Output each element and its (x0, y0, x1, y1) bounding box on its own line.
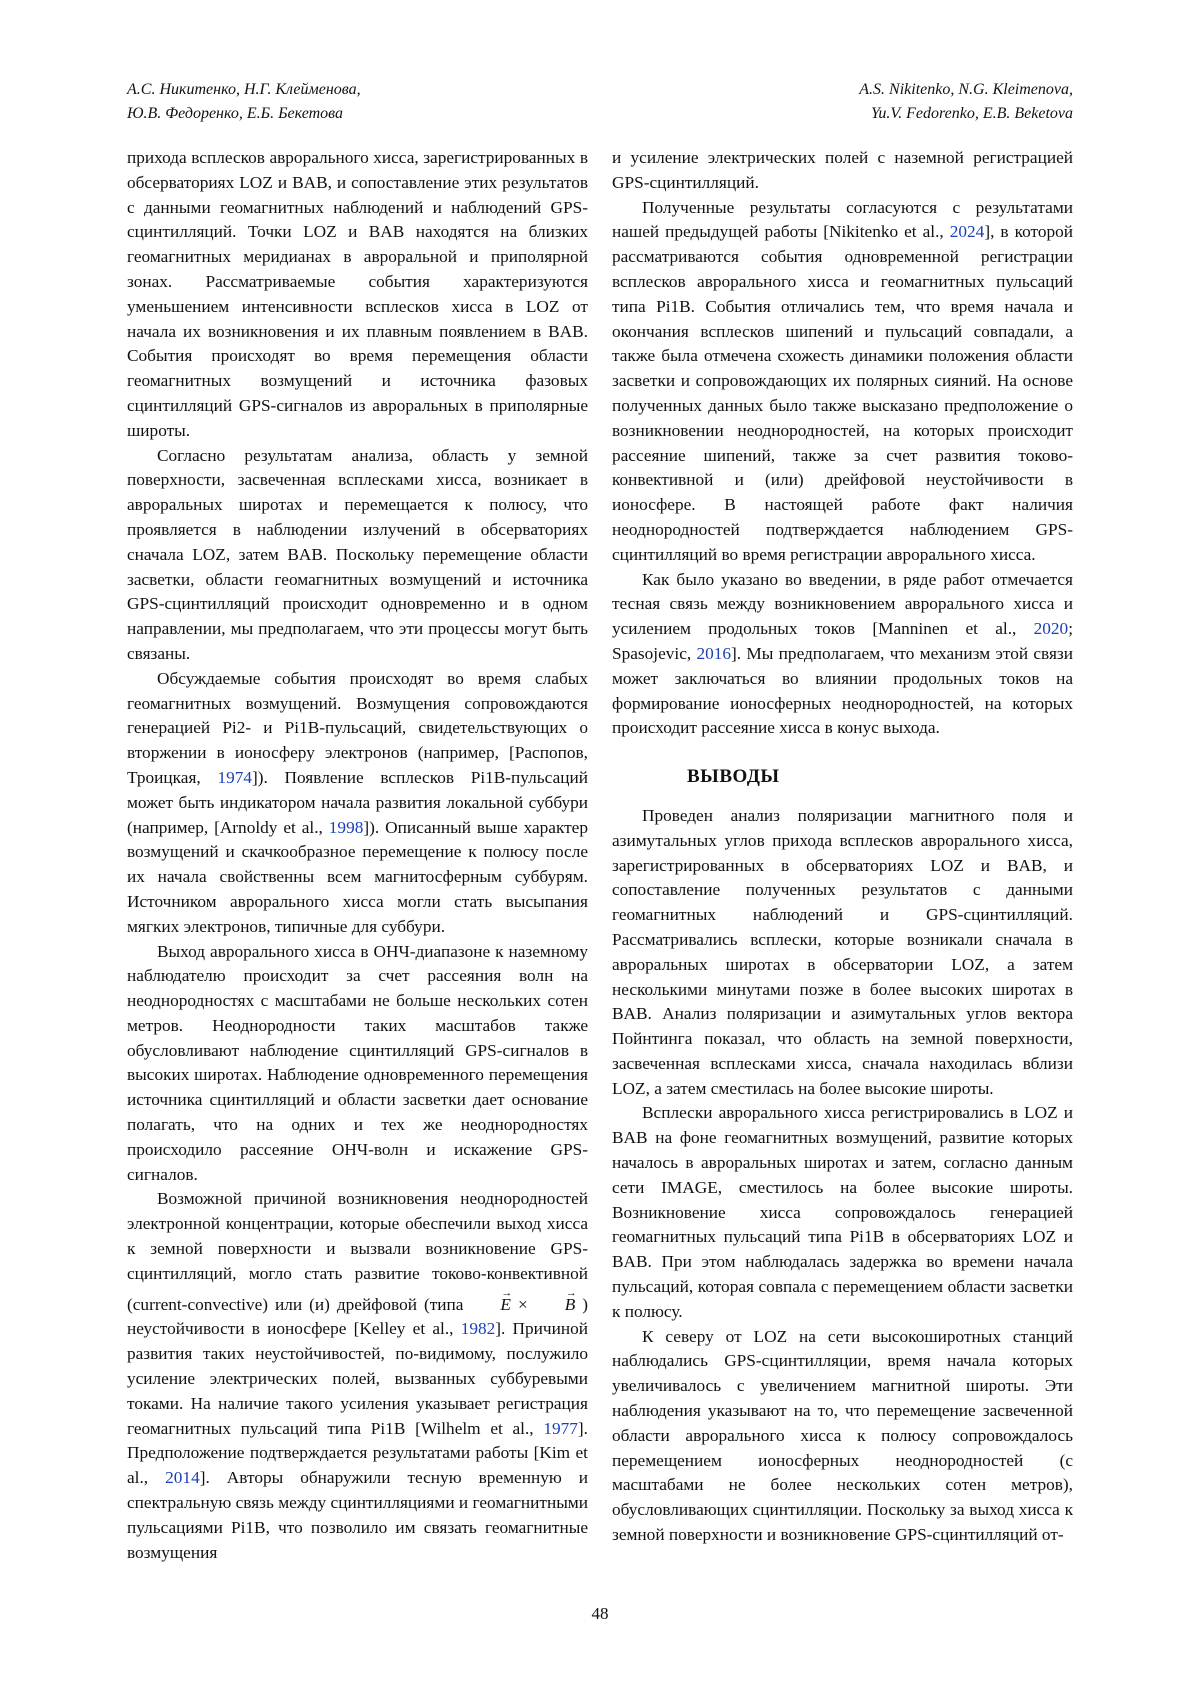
header-left-line2: Ю.В. Федоренко, Е.Б. Бекетова (127, 105, 343, 122)
paragraph: Проведен анализ поляризации магнитного поля и азимутальных углов прихода всплесков аврорального хисса, зарегистрированных в обсерваториях LOZ и BAB, и сопоставление полученных результатов с данными геомагнитных наблюдений и GPS-сцинтилляций. Рассматривались всплески, которые возникали сначала в авроральных широтах в обсерватории LOZ, а затем несколькими минутами позже в более высоких широтах в BAB. Анализ поляризации и азимутальных углов вектора Пойнтинга показал, что область на земной поверхности, засвеченная всплесками хисса, сначала находилась вблизи LOZ, а затем сместилась на более высокие широты. (612, 805, 1073, 1098)
text-run: ]. Причиной развития таких неустойчивостей, по-видимому, послужило усиление электрических полей, вызванных суббуревыми токами. На наличие такого усиления указывает регистрация геомагнитных пульсаций типа Pi1B [Wilhelm et al., (127, 1319, 588, 1438)
citation-link[interactable]: 2020 (1033, 619, 1069, 639)
header-right-line2: Yu.V. Fedorenko, E.B. Beketova (870, 105, 1073, 122)
paragraph (127, 1187, 588, 1565)
paragraph: Согласно результатам анализа, область у земной поверхности, засвеченная всплесками хисса, возникает в авроральных широтах и перемещается к полюсу, что проявляется в наблюдении излучений в обсерваториях сначала LOZ, затем BAB. Поскольку перемещение области засветки, области геомагнитных возмущений и источника GPS-сцинтилляций происходит одновременно и в одном направлении, мы предполагаем, что эти процессы могут быть связаны. (127, 445, 588, 663)
paragraph (612, 196, 1073, 568)
text-run: Возможной причиной возникновения неоднородностей электронной концентрации, которые обеспечили выход хисса к земной поверхности и вызвали возникновение GPS-сцинтилляций, могло стать развитие токово-конвективной (current-convective) или (и) дрейфовой (типа (127, 1189, 588, 1314)
citation-link[interactable]: 1998 (328, 817, 364, 837)
page-number: 48 (591, 1604, 609, 1623)
paragraph (612, 568, 1073, 742)
text-run: ], в которой рассматриваются события одновременной регистрации всплесков аврорального хисса и геомагнитных пульсаций типа Pi1B. События отличались тем, что время начала и окончания всплесков шипений и пульсаций совпадали, а также была отмечена схожесть динамики положения области засветки и сопровождающих их полярных сияний. На основе полученных данных было также высказано предположение о возникновении неоднородностей, на которых происходит рассеяние шипений, также за счет развития токово-конвективной и (или) дрейфовой неустойчивости в ионосфере. В настоящей работе факт наличия неоднородностей подтверждается наблюдением GPS-сцинтилляций во время регистрации аврорального хисса. (612, 222, 1073, 564)
citation-link[interactable]: 1977 (543, 1418, 578, 1438)
left-column (127, 146, 588, 1565)
running-header-right (859, 78, 1073, 126)
citation-link[interactable]: 2024 (949, 222, 985, 242)
cross-product-sign: × (517, 1294, 528, 1314)
running-header-left (127, 78, 361, 126)
text-run: Обсуждаемые события происходят во время слабых геомагнитных возмущений. Возмущения сопровождаются генерацией Pi2- и Pi1B-пульсаций, свидетельствующих о вторжении в ионосферу электронов (например, [Распопов, Троицкая, (127, 668, 588, 787)
text-run: ]. Мы предполагаем, что механизм этой связи может заключаться во влиянии продольных токов на формирование ионосферных неоднородностей, на которых происходит рассеяние хисса в конус выхода. (612, 643, 1073, 738)
citation-link[interactable]: 2014 (165, 1468, 200, 1488)
citation-link[interactable]: 2016 (696, 643, 732, 663)
vector-e: → E (470, 1287, 511, 1318)
citation-link[interactable]: 1982 (460, 1319, 496, 1339)
citation-link[interactable]: 1974 (217, 767, 252, 787)
paragraph: К северу от LOZ на сети высокоширотных станций наблюдались GPS-сцинтилляции, время начала которых увеличивалось с увеличением магнитной широты. Эти наблюдения указывают на то, что перемещение засвеченной области аврорального хисса к полюсу сопровождалось перемещением ионосферных неоднородностей (с масштабами не более нескольких сотен метров), обусловливающих сцинтилляции. Поскольку за выход хисса к земной поверхности и возникновение GPS-сцинтилляций от- (612, 1326, 1073, 1545)
text-run: ]). Описанный выше характер возмущений и скачкообразное перемещение к полюсу после их начала свойственны всем магнитосферным суббурям. Источником аврорального хисса могли стать высыпания мягких электронов, типичные для суббури. (127, 817, 588, 936)
paragraph: и усиление электрических полей с наземной регистрацией GPS-сцинтилляций. (612, 148, 1073, 192)
text-run: ]. Предположение подтверждается результатами работы [Kim et al., (127, 1418, 588, 1488)
text-run: ]. Авторы обнаружили тесную временную и спектральную связь между сцинтилляциями и геомагнитными пульсациями Pi1B, что позволило им связать геомагнитные возмущения (127, 1468, 588, 1562)
right-column (612, 146, 1073, 1548)
section-heading: ВЫВОДЫ (687, 766, 780, 788)
header-right-line1: A.S. Nikitenko, N.G. Kleimenova, (859, 81, 1073, 98)
text-run: Как было указано во введении, в ряде работ отмечается тесная связь между возникновением аврорального хисса и усилением продольных токов [Manninen et al., (612, 569, 1073, 639)
vector-b: → B (535, 1287, 576, 1318)
text-run: ) неустойчивости в ионосфере [Kelley et al., (127, 1294, 588, 1339)
text-run: ; Spasojevic, (612, 619, 1073, 663)
paragraph: прихода всплесков аврорального хисса, зарегистрированных в обсерваториях LOZ и BAB, и сопоставление этих результатов с данными геомагнитных наблюдений и наблюдений GPS-сцинтилляций. Точки LOZ и BAB находятся на близких геомагнитных меридианах в авроральной и приполярной зонах. Рассматриваемые события характеризуются уменьшением интенсивности всплесков хисса в LOZ от начала их возникновения и их плавным появлением в BAB. События происходят во время перемещения области геомагнитных возмущений и источника фазовых сцинтилляций GPS-сигналов из авроральных в приполярные широты. (127, 148, 588, 440)
paragraph (127, 667, 588, 940)
header-left-line1: А.С. Никитенко, Н.Г. Клейменова, (127, 81, 361, 98)
paragraph: Всплески аврорального хисса регистрировались в LOZ и BAB на фоне геомагнитных возмущений, развитие которых началось в авроральных широтах и затем, согласно данным сети IMAGE, сместилось на более высокие широты. Возникновение хисса сопровождалось генерацией геомагнитных пульсаций типа Pi1B в обсерваториях LOZ и BAB. При этом наблюдалась задержка во времени начала пульсаций, которая совпала с перемещением области засветки к полюсу. (612, 1103, 1073, 1321)
paragraph: Выход аврорального хисса в ОНЧ-диапазоне к наземному наблюдателю происходит за счет рассеяния волн на неоднородностях с масштабами не больше нескольких сотен метров. Неоднородности таких масштабов также обусловливают наблюдение сцинтилляций GPS-сигналов в высоких широтах. Наблюдение одновременного перемещения источника сцинтилляций и области засветки дает основание полагать, что на одних и тех же неоднородностях происходило рассеяние ОНЧ-волн и искажение GPS-сигналов. (127, 941, 588, 1184)
text-run: ]). Появление всплесков Pi1B-пульсаций может быть индикатором начала развития локальной суббури (например, [Arnoldy et al., (127, 767, 588, 837)
text-run: Полученные результаты согласуются с результатами нашей предыдущей работы [Nikitenko et al., (612, 197, 1073, 242)
